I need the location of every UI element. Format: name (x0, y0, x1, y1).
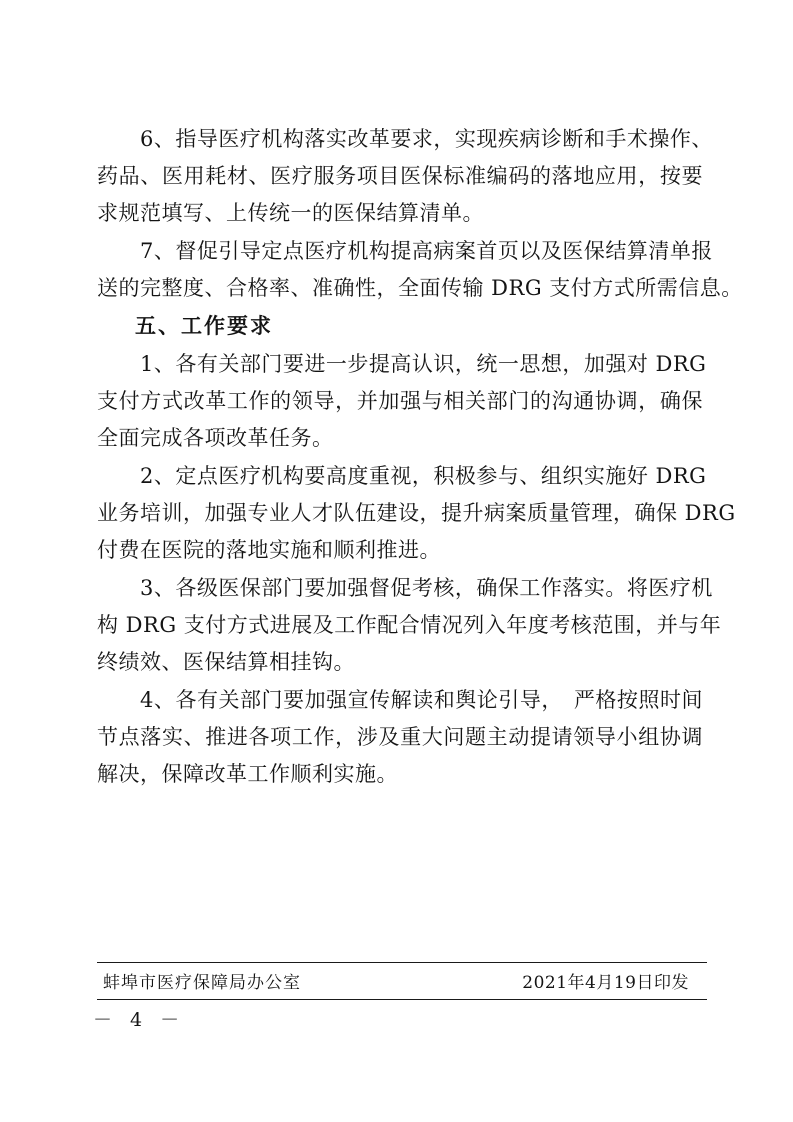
requirement-3-line-2: 构 DRG 支付方式进展及工作配合情况列入年度考核范围，并与年 (97, 613, 722, 637)
requirement-1-line-2: 支付方式改革工作的领导，并加强与相关部门的沟通协调，确保 (97, 389, 703, 413)
requirement-4-line-1: 4、各有关部门要加强宣传解读和舆论引导， 严格按照时间 (97, 688, 703, 712)
footer-issuer: 蚌埠市医疗保障局办公室 (103, 973, 301, 993)
requirement-1-line-3: 全面完成各项改革任务。 (97, 426, 334, 450)
item-6-line-3: 求规范填写、上传统一的医保结算清单。 (97, 201, 484, 225)
section-heading: 五、工作要求 (135, 314, 273, 338)
requirement-4-line-2: 节点落实、推进各项工作，涉及重大问题主动提请领导小组协调 (97, 725, 703, 749)
footer-issue-date: 2021年4月19日印发 (522, 973, 689, 993)
requirement-3-line-1: 3、各级医保部门要加强督促考核，确保工作落实。将医疗机 (97, 576, 713, 600)
page-number: － 4 － (93, 1009, 186, 1031)
requirement-2-line-3: 付费在医院的落地实施和顺利推进。 (97, 538, 441, 562)
item-7-line-2: 送的完整度、合格率、准确性，全面传输 DRG 支付方式所需信息。 (97, 276, 743, 300)
requirement-2-line-2: 业务培训，加强专业人才队伍建设，提升病案质量管理，确保 DRG (97, 501, 736, 525)
item-7-line-1: 7、督促引导定点医疗机构提高病案首页以及医保结算清单报 (97, 239, 713, 263)
requirement-4-line-3: 解决，保障改革工作顺利实施。 (97, 762, 398, 786)
item-6-line-2: 药品、医用耗材、医疗服务项目医保标准编码的落地应用，按要 (97, 164, 703, 188)
requirement-3-line-3: 终绩效、医保结算相挂钩。 (97, 650, 355, 674)
footer-top-rule (97, 962, 707, 963)
item-6-line-1: 6、指导医疗机构落实改革要求，实现疾病诊断和手术操作、 (97, 127, 713, 151)
footer-bottom-rule (97, 999, 707, 1000)
requirement-2-line-1: 2、定点医疗机构要高度重视，积极参与、组织实施好 DRG (97, 464, 707, 488)
requirement-1-line-1: 1、各有关部门要进一步提高认识，统一思想，加强对 DRG (97, 352, 707, 376)
